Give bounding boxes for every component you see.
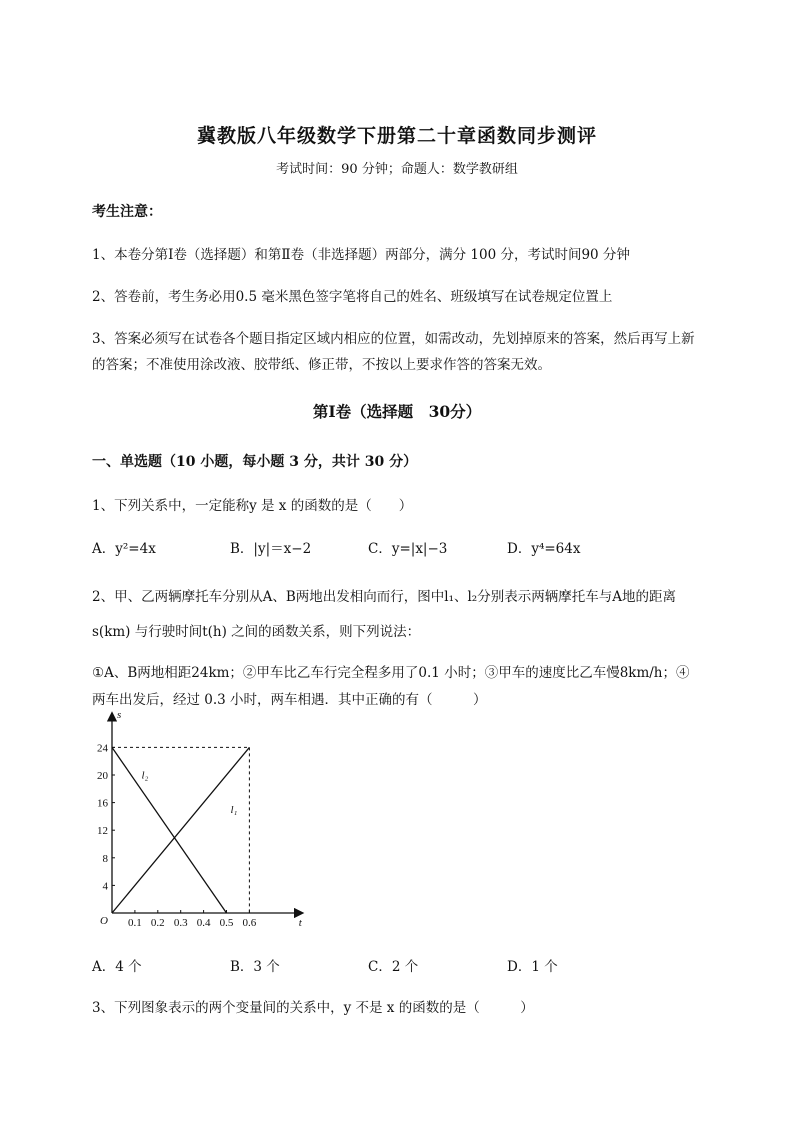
y-axis-label: s (117, 708, 122, 721)
question-2-option-b: B．3 个 (230, 959, 280, 975)
series-line-1 (112, 747, 249, 913)
notice-heading: 考生注意： (92, 204, 162, 220)
notice-item-3: 3、答案必须写在试卷各个题目指定区域内相应的位置，如需改动，先划掉原来的答案，然后再写上新 (92, 331, 695, 347)
series-label-1: l₁ (230, 803, 238, 816)
x-axis-label: t (298, 917, 302, 929)
question-2-option-c: C．2 个 (368, 959, 419, 975)
question-1-option-c: C．y=|x|−3 (368, 541, 448, 557)
y-tick-label: 24 (97, 742, 108, 755)
exam-info: 考试时间：90 分钟；命题人：数学教研组 (276, 162, 518, 177)
question-1-option-d: D．y⁴=64x (507, 541, 581, 557)
part-title: 一、单选题（10 小题，每小题 3 分，共计 30 分） (92, 454, 418, 470)
series-label-2: l₂ (141, 769, 149, 782)
x-tick-label: 0.5 (219, 917, 234, 929)
series-line-2 (112, 747, 227, 913)
y-tick-label: 16 (97, 797, 108, 810)
question-1-option-b: B．|y|＝x−2 (230, 541, 312, 557)
notice-item-1: 1、本卷分第Ⅰ卷（选择题）和第Ⅱ卷（非选择题）两部分，满分 100 分，考试时间90 分钟 (92, 247, 630, 263)
x-tick-label: 0.6 (242, 917, 257, 929)
x-tick-label: 0.3 (173, 917, 188, 929)
question-1-option-a: A．y²=4x (92, 541, 156, 557)
question-1-stem: 1、下列关系中，一定能称y 是 x 的函数的是（ ） (92, 498, 413, 514)
distance-time-graph (92, 708, 312, 930)
y-tick-label: 8 (102, 852, 108, 865)
question-2-stem-line-1: 2、甲、乙两辆摩托车分别从A、B两地出发相向而行，图中l₁、l₂分别表示两辆摩托车与A地的距离 (92, 589, 676, 605)
x-tick-label: 0.4 (196, 917, 211, 929)
notice-item-2: 2、答卷前，考生务必用0.5 毫米黑色签字笔将自己的姓名、班级填写在试卷规定位置上 (92, 289, 613, 305)
y-tick-label: 20 (97, 770, 108, 782)
question-2-option-a: A．4 个 (92, 959, 142, 975)
notice-item-3-continued: 的答案；不准使用涂改液、胶带纸、修正带，不按以上要求作答的答案无效。 (92, 357, 551, 373)
document-title: 冀教版八年级数学下册第二十章函数同步测评 (196, 125, 597, 147)
question-2-statements-line-2: 两车出发后，经过 0.3 小时，两车相遇．其中正确的有（ ） (92, 692, 487, 708)
question-2-statements-line-1: ①A、B两地相距24km；②甲车比乙车行完全程多用了0.1 小时；③甲车的速度比乙车慢8km/h；④ (92, 665, 690, 681)
section-title: 第Ⅰ卷（选择题 30分） (312, 402, 482, 421)
question-3-stem: 3、下列图象表示的两个变量间的关系中，y 不是 x 的函数的是（ ） (92, 1000, 534, 1016)
origin-label: O (100, 915, 108, 927)
x-tick-label: 0.1 (128, 917, 142, 929)
y-tick-label: 4 (102, 880, 108, 893)
x-tick-label: 0.2 (150, 917, 165, 929)
y-tick-label: 12 (97, 825, 108, 838)
question-2-stem-line-2: s(km) 与行驶时间t(h) 之间的函数关系，则下列说法： (92, 624, 421, 640)
question-2-option-d: D．1 个 (507, 959, 558, 975)
